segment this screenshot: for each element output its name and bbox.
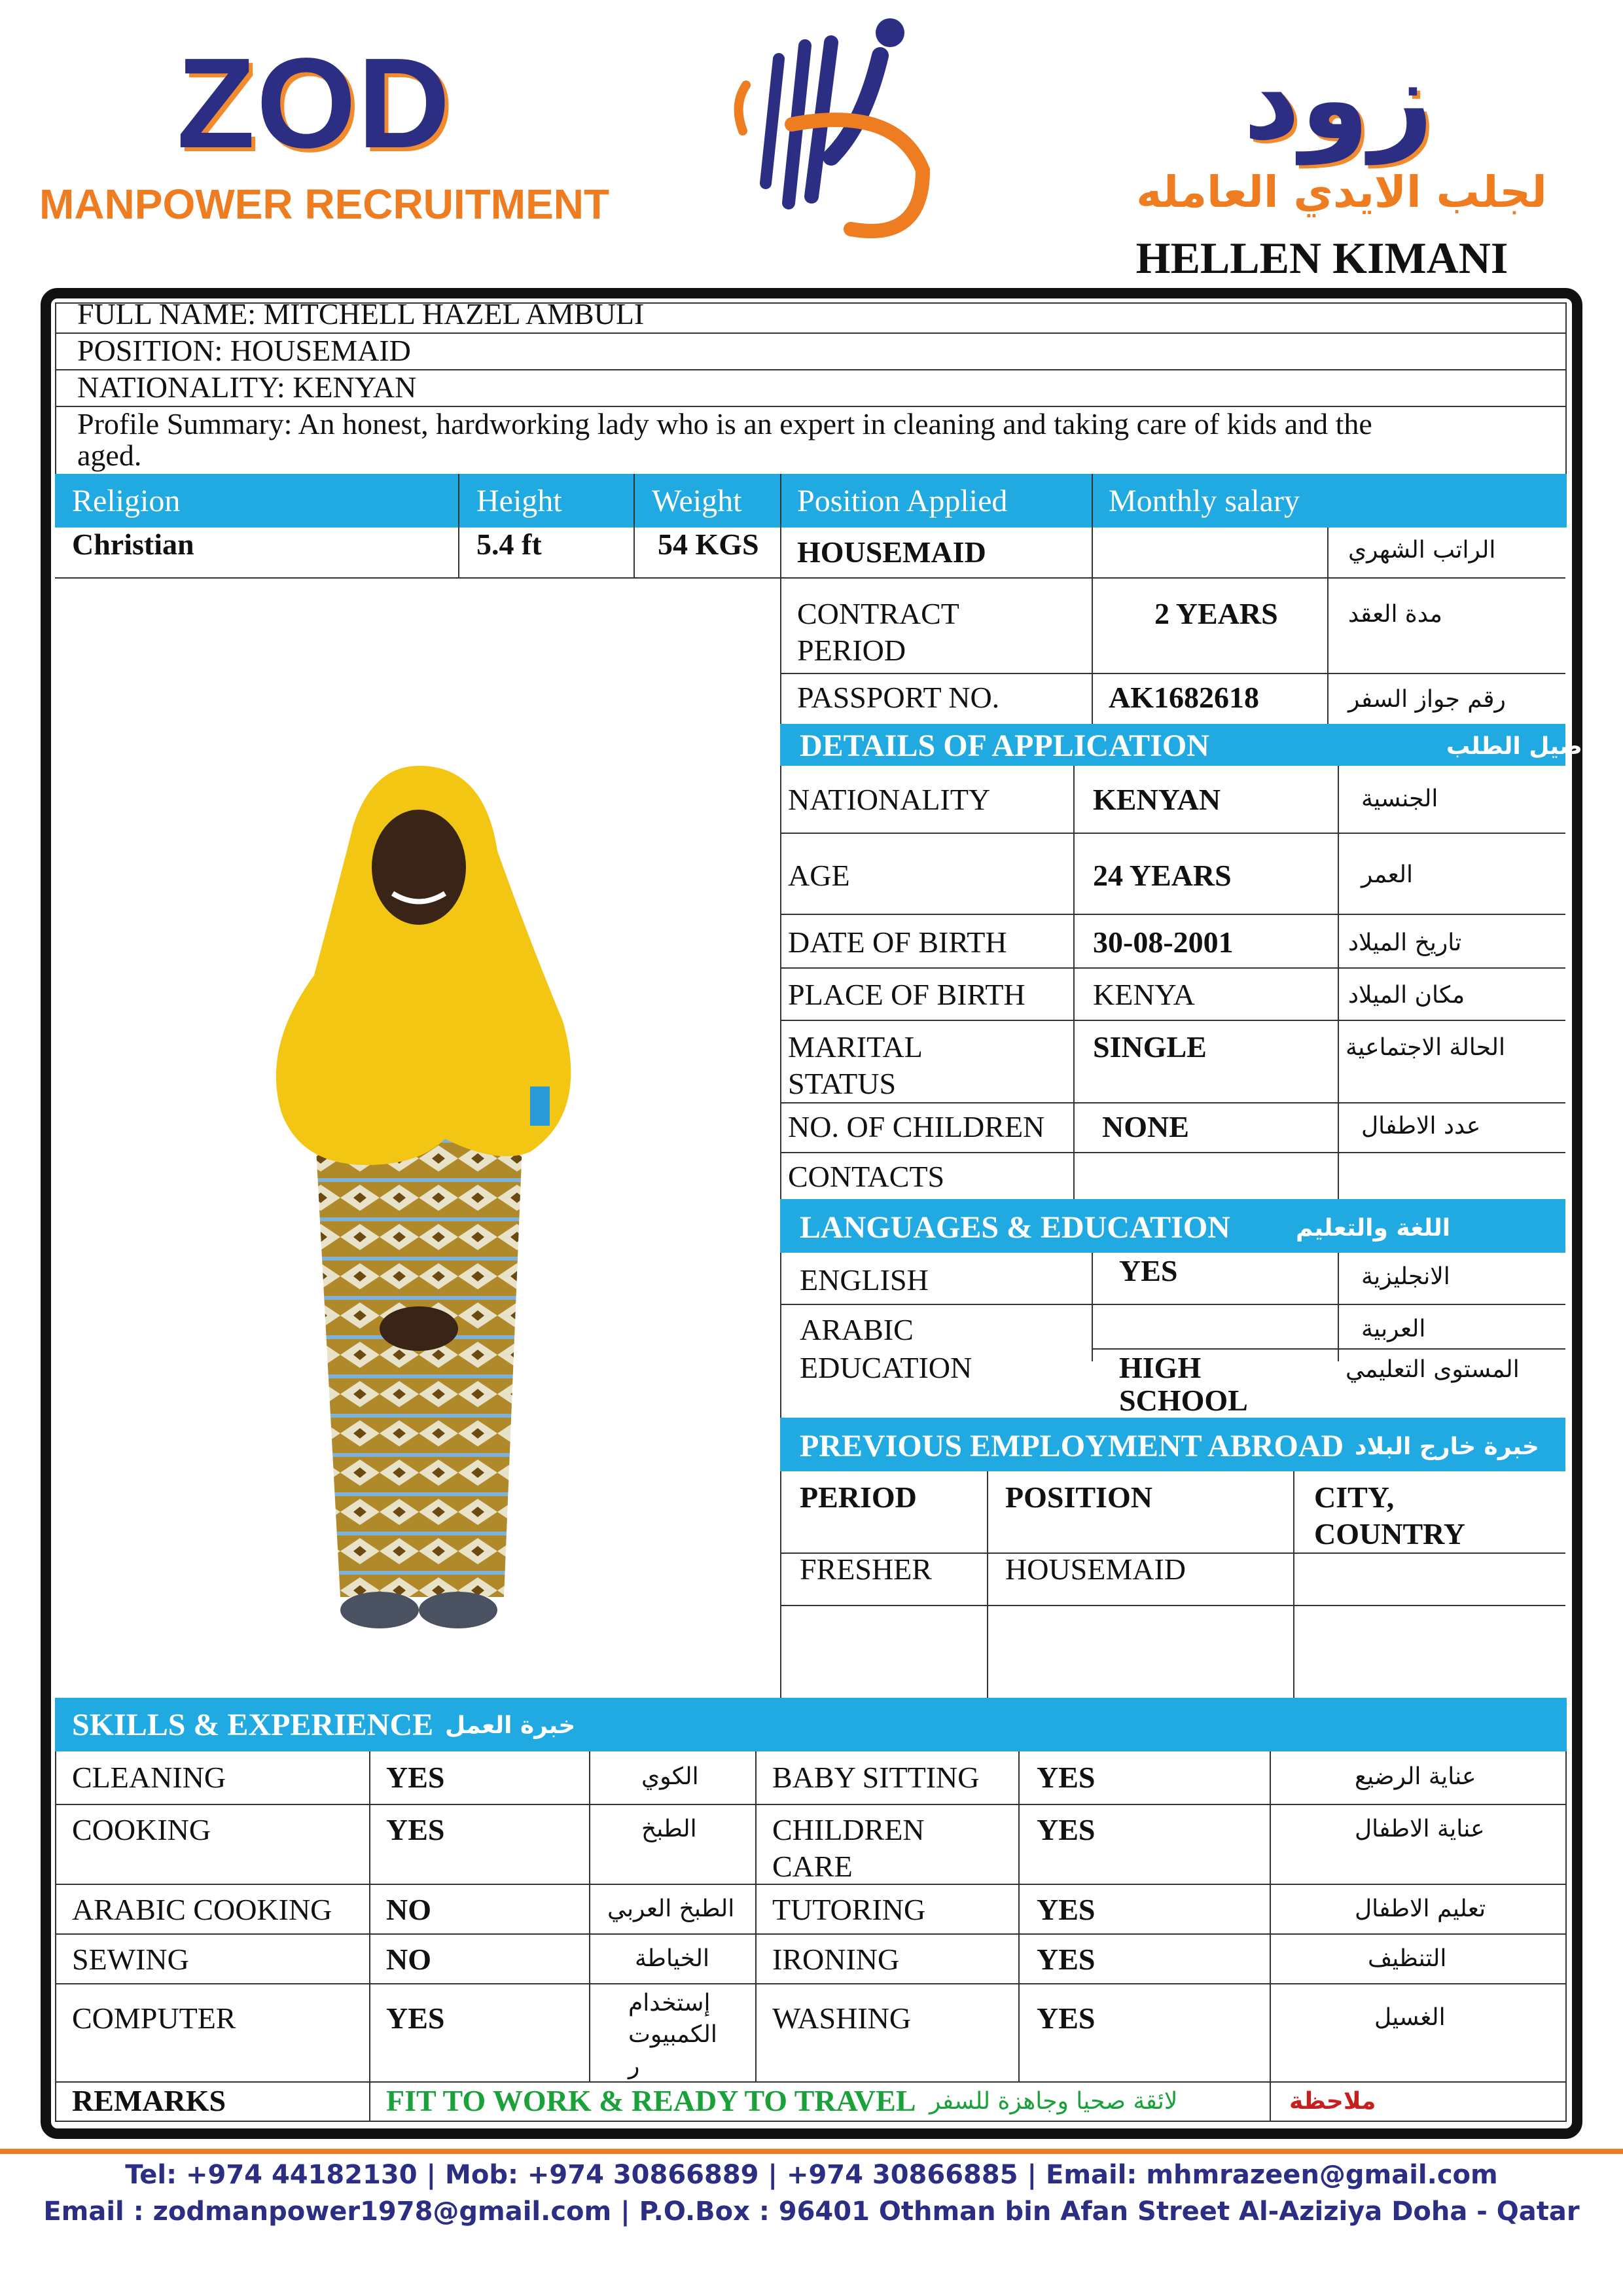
employment-header-period: PERIOD (800, 1480, 917, 1514)
skills-title-arabic: خبرة العمل (445, 1712, 576, 1739)
profile-summary-cont: aged. (77, 439, 142, 472)
lang-english-value: YES (1119, 1254, 1178, 1287)
details-nationality-label: NATIONALITY (788, 783, 991, 816)
footer-address-line: Email : zodmanpower1978@gmail.com | P.O.Box : 96401 Othman bin Afan Street Al-Aziziya Doha - Qatar (43, 2197, 1580, 2227)
details-age-value: 24 YEARS (1093, 859, 1232, 892)
skill-arabic-cooking-arabic: الطبخ العربي (607, 1895, 735, 1922)
details-marital-label-cont: STATUS (788, 1067, 897, 1100)
employment-position-value: HOUSEMAID (1005, 1552, 1186, 1586)
skill-sewing-value: NO (386, 1943, 431, 1976)
lang-english-arabic: الانجليزية (1361, 1263, 1450, 1290)
details-children-arabic: عدد الاطفال (1361, 1113, 1481, 1139)
details-dob-value: 30-08-2001 (1093, 925, 1234, 959)
skill-ironing-label: IRONING (772, 1943, 900, 1976)
skill-children-care-arabic: عناية الاطفال (1355, 1816, 1485, 1842)
agent-name: HELLEN KIMANI (1135, 233, 1508, 283)
contract-value: 2 YEARS (1154, 597, 1278, 630)
details-children-label: NO. OF CHILDREN (788, 1110, 1045, 1143)
height-value: 5.4 ft (476, 528, 542, 561)
skill-cooking-label: COOKING (72, 1813, 211, 1846)
skill-children-care-value: YES (1037, 1813, 1096, 1846)
company-logo-arabic: زود (1243, 35, 1434, 165)
skill-arabic-cooking-label: ARABIC COOKING (72, 1893, 332, 1926)
header-monthly-salary: Monthly salary (1109, 484, 1300, 518)
skill-computer-arabic: إستخدام (628, 1990, 711, 2017)
languages-title-arabic: اللغة والتعليم (1296, 1215, 1451, 1242)
details-title: DETAILS OF APPLICATION (800, 728, 1209, 763)
skill-tutoring-label: TUTORING (772, 1893, 926, 1926)
skill-cleaning-arabic: الكوي (641, 1763, 699, 1790)
lang-english-label: ENGLISH (800, 1263, 929, 1297)
contract-label-cont: PERIOD (797, 634, 906, 667)
footer-contact-line: Tel: +974 44182130 | Mob: +974 30866889 | +974 30866885 | Email: mhmrazeen@gmail.com (125, 2160, 1498, 2190)
position: POSITION: HOUSEMAID (77, 334, 411, 367)
details-dob-arabic: تاريخ الميلاد (1348, 929, 1462, 956)
passport-label-arabic: رقم جواز السفر (1348, 686, 1506, 713)
lang-arabic-arabic: العربية (1361, 1316, 1426, 1342)
header-position-applied: Position Applied (797, 484, 1008, 518)
nationality: NATIONALITY: KENYAN (77, 370, 417, 404)
lang-arabic-label: ARABIC (800, 1313, 914, 1346)
education-arabic: المستوى التعليمي (1346, 1356, 1520, 1383)
skill-washing-label: WASHING (772, 2001, 912, 2035)
full-name: FULL NAME: MITCHELL HAZEL AMBULI (77, 297, 645, 331)
skill-computer-value: YES (386, 2001, 445, 2035)
company-subtitle-arabic: لجلب الايدي العامله (1136, 167, 1547, 217)
employment-header-city: CITY, (1314, 1480, 1395, 1514)
employment-title: PREVIOUS EMPLOYMENT ABROAD (800, 1429, 1344, 1463)
profile-summary: Profile Summary: An honest, hardworking lady who is an expert in cleaning and taking care of kids and the (77, 407, 1372, 440)
company-subtitle: MANPOWER RECRUITMENT (39, 181, 610, 228)
employment-title-arabic: خبرة خارج البلاد (1355, 1433, 1539, 1460)
skills-title: SKILLS & EXPERIENCE (72, 1708, 434, 1742)
skill-cleaning-value: YES (386, 1761, 445, 1794)
skill-children-care-label-cont: CARE (772, 1850, 853, 1883)
details-marital-arabic: الحالة الاجتماعية (1346, 1034, 1505, 1061)
skill-tutoring-value: YES (1037, 1893, 1096, 1926)
education-value: HIGH (1119, 1351, 1202, 1384)
footer-divider (0, 2149, 1623, 2154)
skill-arabic-cooking-value: NO (386, 1893, 431, 1926)
details-nationality-arabic: الجنسية (1361, 785, 1438, 812)
skill-sewing-label: SEWING (72, 1943, 189, 1976)
remarks-label: REMARKS (72, 2084, 226, 2117)
education-value-cont: SCHOOL (1119, 1384, 1248, 1417)
skill-tutoring-arabic: تعليم الاطفال (1355, 1895, 1486, 1922)
company-logo-text: ZOD (177, 31, 452, 175)
details-pob-arabic: مكان الميلاد (1348, 982, 1465, 1009)
skill-washing-arabic: الغسيل (1374, 2004, 1446, 2031)
company-emblem-icon (726, 7, 942, 255)
weight-value: 54 KGS (658, 528, 759, 561)
details-nationality-value: KENYAN (1093, 783, 1221, 816)
skill-children-care-label: CHILDREN (772, 1813, 925, 1846)
details-age-label: AGE (788, 859, 850, 892)
skill-baby-sitting-label: BABY SITTING (772, 1761, 980, 1794)
applicant-photo (223, 746, 628, 1649)
details-marital-value: SINGLE (1093, 1030, 1207, 1064)
details-children-value: NONE (1102, 1110, 1189, 1143)
skill-ironing-value: YES (1037, 1943, 1096, 1976)
details-dob-label: DATE OF BIRTH (788, 925, 1007, 959)
remarks-value: FIT TO WORK & READY TO TRAVEL (386, 2084, 916, 2117)
remarks-value-arabic: لائقة صحيا وجاهزة للسفر (929, 2088, 1178, 2115)
details-marital-label: MARITAL (788, 1030, 923, 1064)
contract-label-arabic: مدة العقد (1348, 601, 1442, 628)
skill-sewing-arabic: الخياطة (635, 1945, 709, 1972)
religion-value: Christian (72, 528, 194, 561)
contract-label: CONTRACT (797, 597, 959, 630)
details-contacts-label: CONTACTS (788, 1160, 945, 1193)
header-religion: Religion (72, 484, 181, 518)
header-height: Height (476, 484, 562, 518)
passport-label: PASSPORT NO. (797, 681, 1000, 714)
skill-washing-value: YES (1037, 2001, 1096, 2035)
salary-label-arabic: الراتب الشهري (1348, 537, 1496, 564)
details-pob-label: PLACE OF BIRTH (788, 978, 1026, 1011)
skill-baby-sitting-arabic: عناية الرضيع (1355, 1763, 1476, 1790)
position-applied-value: HOUSEMAID (797, 535, 986, 569)
education-label: EDUCATION (800, 1351, 972, 1384)
skill-cleaning-label: CLEANING (72, 1761, 226, 1794)
skill-computer-arabic-cont: الكمبيوت (628, 2021, 717, 2048)
skill-computer-label: COMPUTER (72, 2001, 236, 2035)
skill-computer-arabic-end: ر (628, 2053, 640, 2079)
skill-cooking-value: YES (386, 1813, 445, 1846)
skill-baby-sitting-value: YES (1037, 1761, 1096, 1794)
details-pob-value: KENYA (1093, 978, 1195, 1011)
details-title-arabic: تفاصيل الطلب (1446, 733, 1617, 760)
languages-title: LANGUAGES & EDUCATION (800, 1210, 1230, 1245)
employment-header-position: POSITION (1005, 1480, 1152, 1514)
employment-header-country: COUNTRY (1314, 1517, 1465, 1551)
employment-period-value: FRESHER (800, 1552, 932, 1586)
header-weight: Weight (652, 484, 742, 518)
passport-value: AK1682618 (1109, 681, 1259, 714)
skill-cooking-arabic: الطبخ (641, 1816, 697, 1842)
details-age-arabic: العمر (1361, 861, 1414, 888)
skill-ironing-arabic: التنظيف (1368, 1945, 1447, 1972)
remarks-label-arabic: ملاحظة (1289, 2088, 1376, 2115)
